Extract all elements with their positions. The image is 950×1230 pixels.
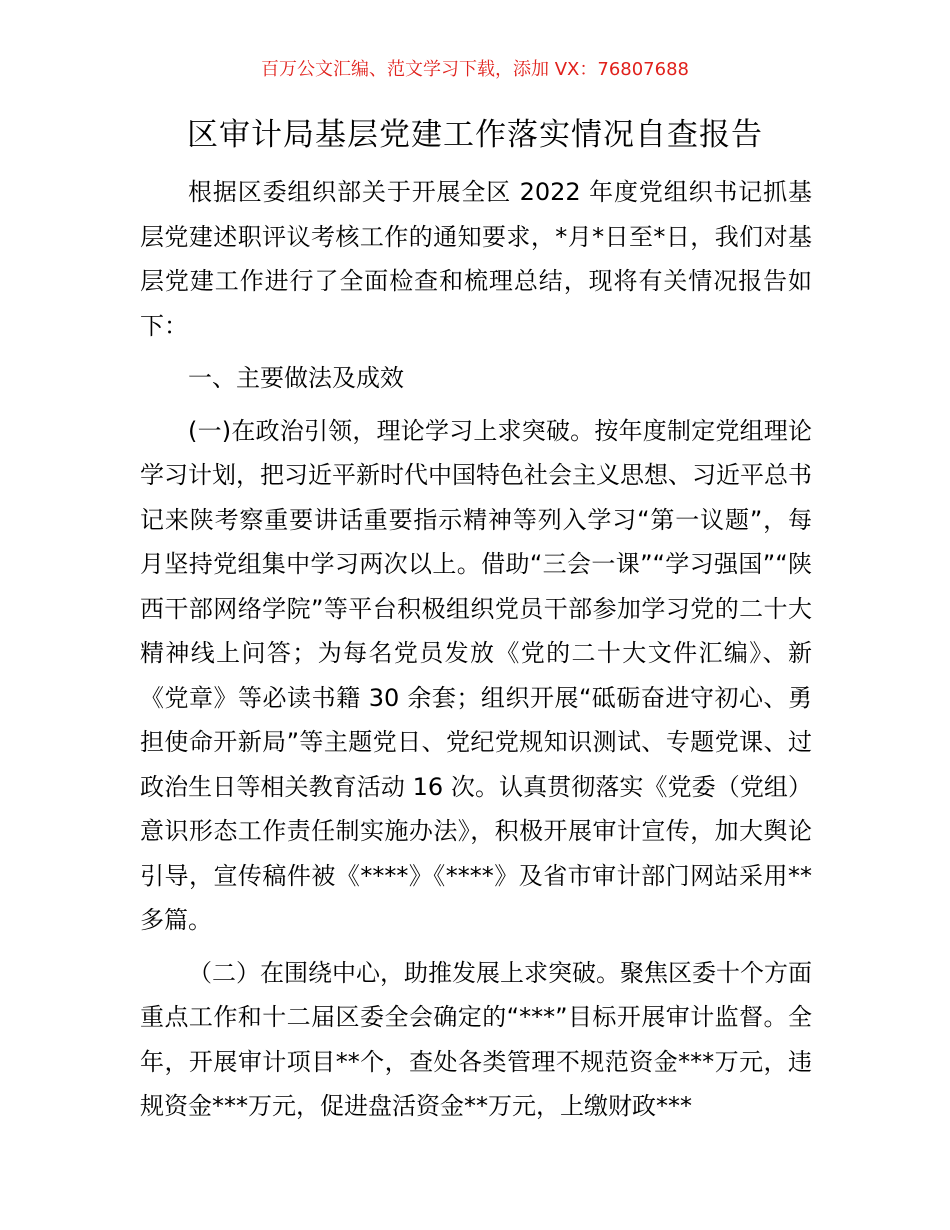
section-heading: 一、主要做法及成效 [188,364,404,392]
paragraph-central-work: （二）在围绕中心，助推发展上求突破。聚焦区委十个方面重点工作和十二届区委全会确定的“***”目标开展审计监督。全年，开展审计项目**个，查处各类管理不规范资金***万元，违规资金***万元，促进盘活资金**万元，上缴财政*** [140,958,812,1120]
paragraph-political-guidance: (一)在政治引领，理论学习上求突破。按年度制定党组理论学习计划，把习近平新时代中国特色社会主义思想、习近平总书记来陕考察重要讲话重要指示精神等列入学习“第一议题”，每月坚持党组集中学习两次以上。借助“三会一课”“学习强国”“陕西干部网络学院”等平台积极组织党员干部参加学习党的二十大精神线上问答；为每名党员发放《党的二十大文件汇编》、新《党章》等必读书籍 30 余套；组织开展“砥砺奋进守初心、勇担使命开新局”等主题党日、党纪党规知识测试、专题党课、过政治生日等相关教育活动 16 次。认真贯彻落实《党委（党组）意识形态工作责任制实施办法》，积极开展审计宣传，加大舆论引导，宣传稿件被《****》《****》及省市审计部门网站采用**多篇。 [140,416,812,934]
document-title: 区审计局基层党建工作落实情况自查报告 [187,117,763,153]
document-body [140,170,812,1137]
header-note: 百万公文汇编、范文学习下载，添加 VX：76807688 [261,59,689,80]
paragraph-intro: 根据区委组织部关于开展全区 2022 年度党组织书记抓基层党建述职评议考核工作的通知要求，*月*日至*日，我们对基层党建工作进行了全面检查和梳理总结，现将有关情况报告如下： [140,178,812,340]
